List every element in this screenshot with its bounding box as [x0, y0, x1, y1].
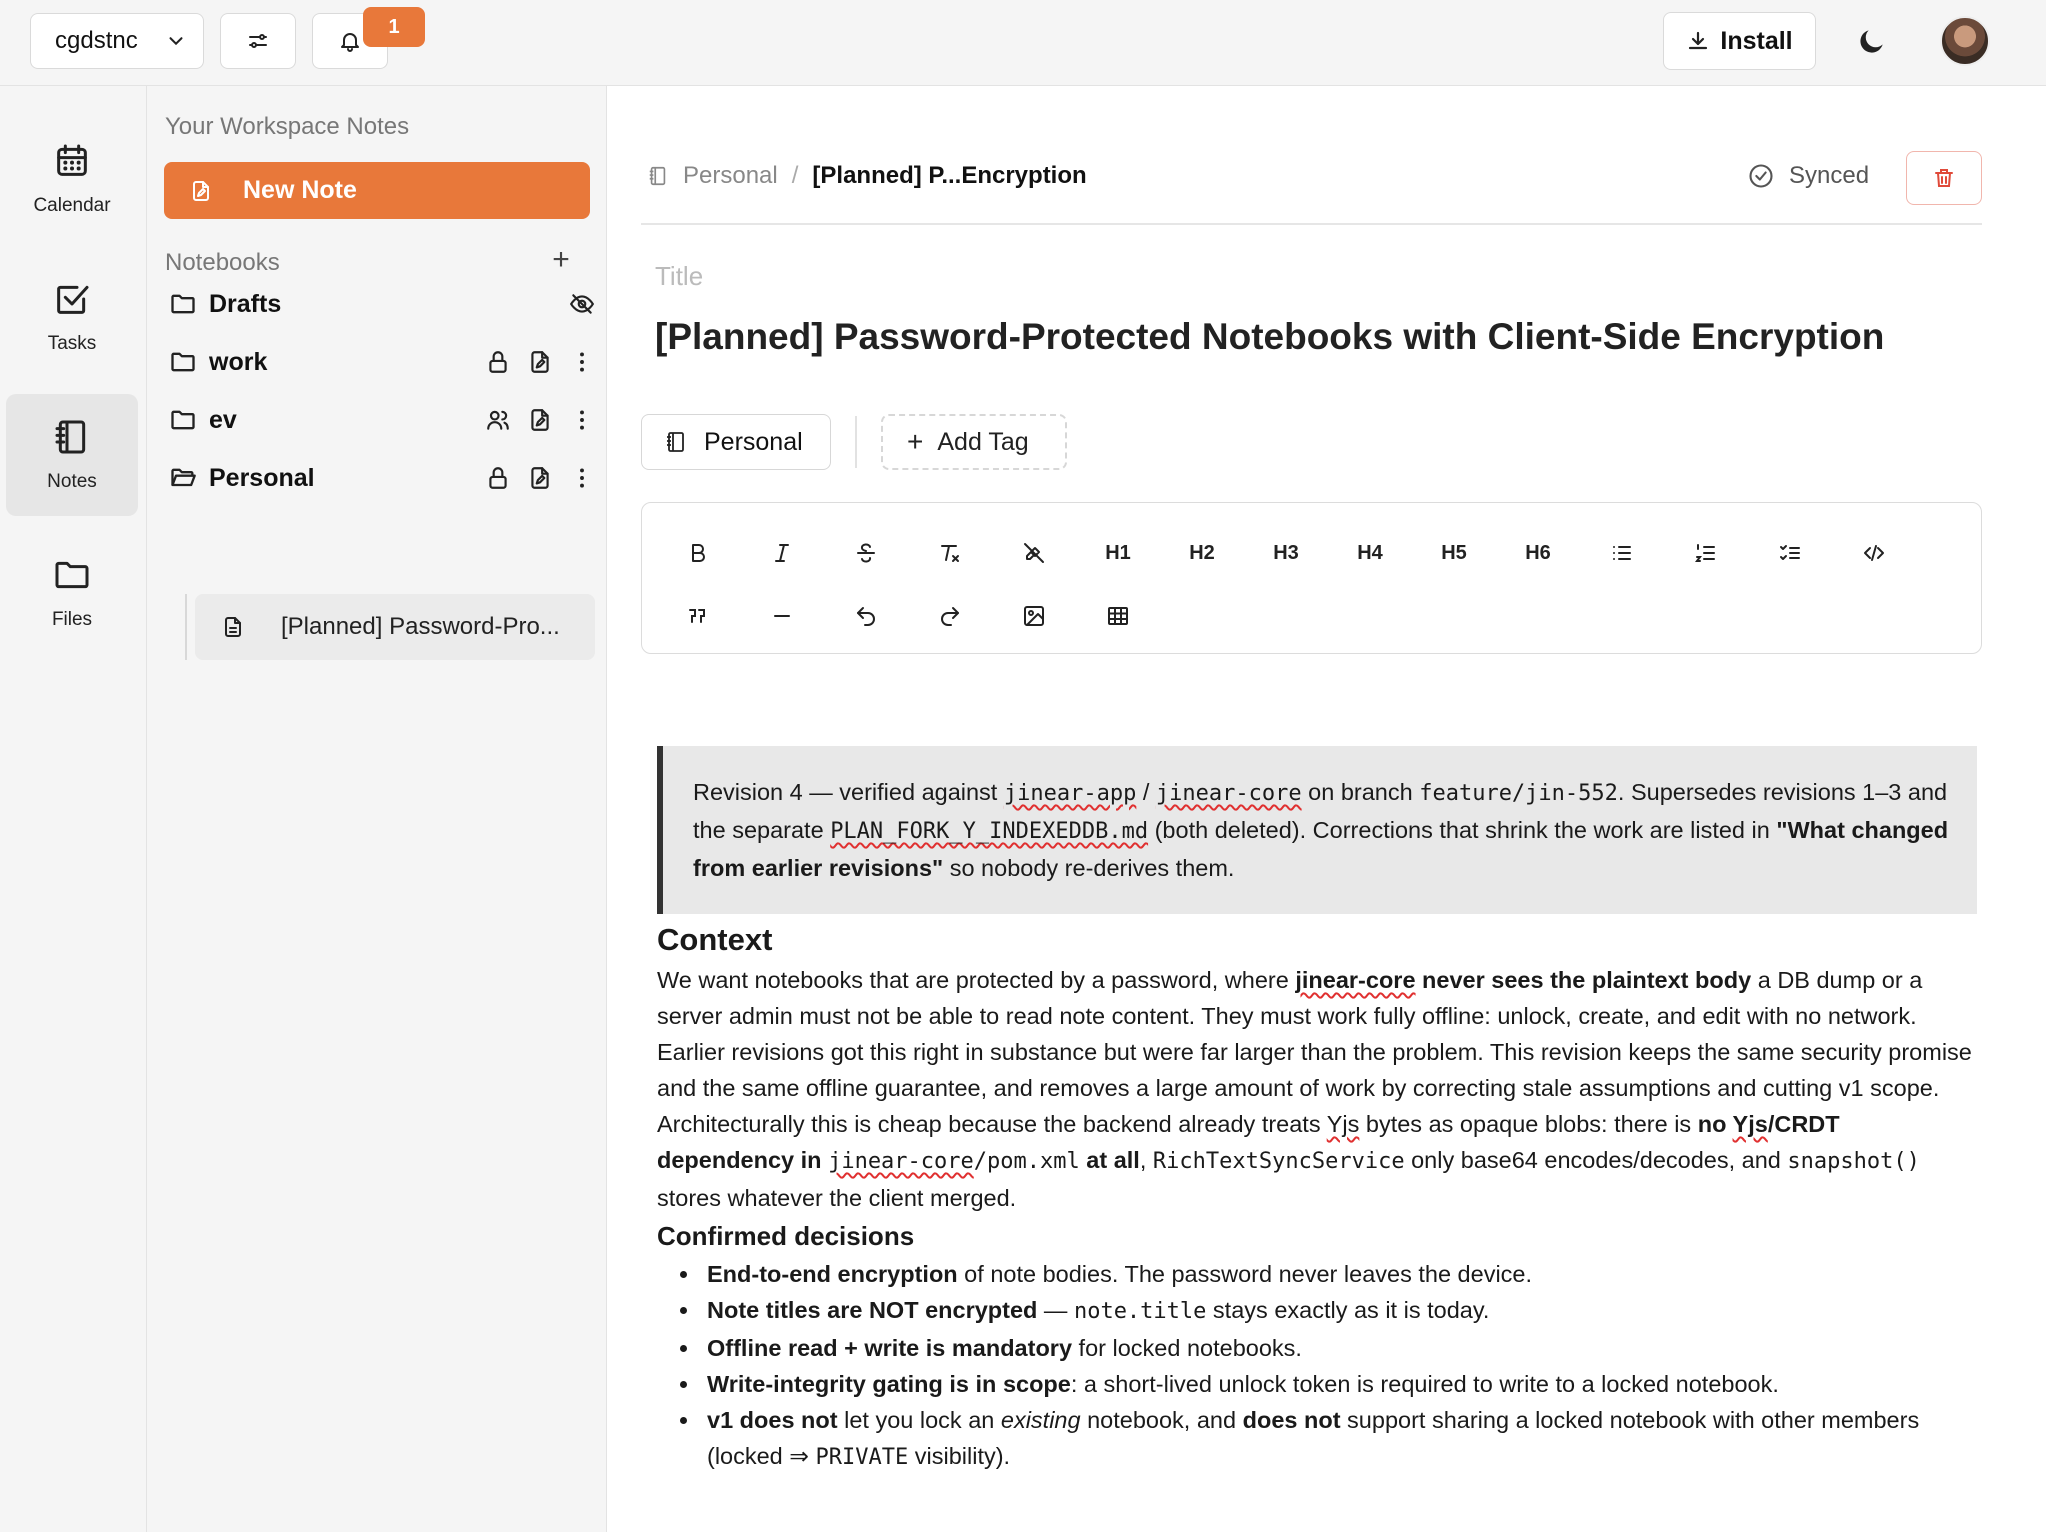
- folder-icon: [52, 555, 92, 595]
- heading-1-button[interactable]: H1: [1105, 541, 1131, 564]
- install-label: Install: [1720, 26, 1793, 55]
- user-avatar[interactable]: [1940, 16, 1990, 66]
- rail-item-calendar[interactable]: [6, 118, 138, 240]
- chevron-down-icon: [165, 30, 187, 52]
- download-icon: [1686, 29, 1710, 53]
- paragraph: Earlier revisions got this right in substance but were far larger than the problem. This revision keeps the same security promise and the same offline guarantee, and removes a large amount of work by correcting stale assumptions and cutting v1 scope.: [657, 1039, 1972, 1101]
- task-list-button[interactable]: [1770, 533, 1810, 573]
- top-bar: [0, 0, 2046, 86]
- italic-icon: [770, 541, 794, 565]
- workspace-name: cgdstnc: [55, 27, 138, 54]
- rail-item-tasks[interactable]: [6, 256, 138, 378]
- list-ordered-icon: [1694, 541, 1718, 565]
- folder-icon: [169, 348, 197, 376]
- note-editor: [607, 86, 2046, 1532]
- insert-table-button[interactable]: [1098, 596, 1138, 636]
- heading-2-button[interactable]: H2: [1189, 541, 1215, 564]
- revision-blockquote: Revision 4 — verified against jinear-app / jinear-core on branch feature/jin-552. Supersedes revisions 1–3 and the separate PLAN_FORK_Y_INDEXEDDB.md (both deleted). Corrections that shrink the work are listed in "What changed from earlier revisions" so nobody re-derives them.: [657, 746, 1977, 914]
- add-tag-button[interactable]: [881, 414, 1067, 470]
- table-icon: [1106, 604, 1130, 628]
- rail-item-notes[interactable]: [6, 394, 138, 516]
- notebook-name: Personal: [209, 463, 315, 492]
- list-icon: [1610, 541, 1634, 565]
- heading-confirmed-decisions: Confirmed decisions: [657, 1221, 915, 1251]
- decisions-list: [701, 1256, 1977, 1476]
- left-rail: [0, 86, 147, 1532]
- list-item: • v1 does not let you lock an existing notebook, and does not support sharing a locked notebook with other members (locked ⇒ PRIVATE visibility).: [701, 1402, 1977, 1476]
- eye-off-icon[interactable]: [569, 291, 595, 317]
- undo-button[interactable]: [846, 596, 886, 636]
- notebook-chip[interactable]: [641, 414, 831, 470]
- redo-icon: [938, 604, 962, 628]
- checkbox-icon: [52, 279, 92, 319]
- notebook-icon: [647, 165, 669, 187]
- list-item: • Write-integrity gating is in scope: a short-lived unlock token is required to write to a locked notebook.: [701, 1366, 1977, 1402]
- file-edit-icon[interactable]: [527, 349, 553, 375]
- new-note-button[interactable]: [164, 162, 590, 219]
- sync-status: [1747, 162, 1869, 190]
- code-icon: [1862, 541, 1886, 565]
- heading-context: Context: [657, 922, 773, 957]
- highlight-off-button[interactable]: [1014, 533, 1054, 573]
- folder-open-icon: [169, 464, 197, 492]
- horizontal-rule-button[interactable]: [762, 596, 802, 636]
- file-edit-icon[interactable]: [527, 407, 553, 433]
- rail-item-files[interactable]: [6, 532, 138, 654]
- notebook-row-drafts[interactable]: [159, 274, 595, 334]
- list-item: • Offline read + write is mandatory for locked notebooks.: [701, 1330, 1977, 1366]
- undo-icon: [854, 604, 878, 628]
- notebook-name: Drafts: [209, 289, 282, 318]
- new-note-label: New Note: [243, 176, 357, 204]
- italic-button[interactable]: [762, 533, 802, 573]
- notebook-icon: [664, 430, 688, 454]
- lock-icon[interactable]: [485, 349, 511, 375]
- redo-button[interactable]: [930, 596, 970, 636]
- add-tag-label: Add Tag: [937, 427, 1029, 456]
- folder-icon: [169, 290, 197, 318]
- chip-divider: [855, 416, 857, 468]
- users-icon[interactable]: [485, 407, 511, 433]
- rail-label-tasks: Tasks: [47, 333, 97, 354]
- list-item: • End-to-end encryption of note bodies. The password never leaves the device.: [701, 1256, 1977, 1292]
- notebook-row-personal[interactable]: [159, 448, 595, 508]
- moon-icon[interactable]: [1856, 25, 1888, 57]
- sync-status-label: Synced: [1789, 162, 1870, 189]
- formatting-toolbar: [641, 502, 1982, 654]
- notebook-name: work: [209, 347, 268, 376]
- blockquote-button[interactable]: [678, 596, 718, 636]
- notebook-row-ev[interactable]: [159, 390, 595, 450]
- notebook-icon: [52, 417, 92, 457]
- folder-icon: [169, 406, 197, 434]
- notebooks-label: Notebooks: [165, 249, 280, 276]
- more-vertical-icon[interactable]: [569, 465, 595, 491]
- rail-label-notes: Notes: [47, 471, 97, 492]
- bold-icon: [686, 541, 710, 565]
- file-text-icon: [221, 615, 245, 639]
- note-body[interactable]: [657, 746, 1977, 1476]
- bell-icon: [338, 29, 362, 53]
- notebook-row-work[interactable]: [159, 332, 595, 392]
- remove-format-icon: [938, 541, 962, 565]
- ordered-list-button[interactable]: [1686, 533, 1726, 573]
- bullet-list-button[interactable]: [1602, 533, 1642, 573]
- more-vertical-icon[interactable]: [569, 349, 595, 375]
- install-button[interactable]: [1663, 12, 1816, 70]
- strikethrough-button[interactable]: [846, 533, 886, 573]
- lock-icon[interactable]: [485, 465, 511, 491]
- image-icon: [1022, 604, 1046, 628]
- notification-count-badge: 1: [363, 7, 425, 47]
- sliders-icon: [246, 29, 270, 53]
- heading-6-button[interactable]: H6: [1525, 541, 1551, 564]
- quote-icon: [686, 604, 710, 628]
- rail-label-files: Files: [51, 609, 93, 630]
- note-item-title: [Planned] Password-Pro...: [281, 613, 560, 640]
- plus-icon: +: [907, 426, 924, 457]
- list-item: • Note titles are NOT encrypted — note.title stays exactly as it is today.: [701, 1292, 1977, 1330]
- heading-5-button[interactable]: H5: [1441, 541, 1467, 564]
- paragraph: Architecturally this is cheap because the backend already treats Yjs bytes as opaque blobs: there is no Yjs/CRDT dependency in jinear-core/pom.xml at all, RichTextSyncService only base64 encodes/decodes, and snapshot() stores whatever the client merged.: [657, 1111, 1920, 1211]
- title-field-label: Title: [655, 261, 704, 291]
- minus-icon: [770, 604, 794, 628]
- calendar-icon: [52, 141, 92, 181]
- code-block-button[interactable]: [1854, 533, 1894, 573]
- breadcrumb: [647, 162, 1087, 190]
- notebooks-panel: [147, 86, 607, 1532]
- tree-line: [185, 594, 187, 660]
- note-item[interactable]: [195, 594, 595, 660]
- highlighter-off-icon: [1022, 541, 1046, 565]
- notebook-name: ev: [209, 405, 237, 434]
- panel-heading: Your Workspace Notes: [165, 113, 410, 140]
- header-divider: [641, 223, 1982, 225]
- list-checks-icon: [1778, 541, 1802, 565]
- strikethrough-icon: [854, 541, 878, 565]
- note-title-input[interactable]: [Planned] Password-Protected Notebooks with Client-Side Encryption: [655, 316, 1885, 357]
- insert-image-button[interactable]: [1014, 596, 1054, 636]
- delete-note-button[interactable]: [1906, 151, 1982, 205]
- filter-button[interactable]: [220, 13, 296, 69]
- check-circle-icon: [1747, 162, 1775, 190]
- file-edit-icon: [189, 179, 213, 203]
- notebook-chip-label: Personal: [704, 427, 803, 456]
- bold-button[interactable]: [678, 533, 718, 573]
- paragraph: We want notebooks that are protected by a password, where jinear-core never sees the plaintext body a DB dump or a server admin must not be able to read note content. They must work fully offline: unlock, create, and edit with no network.: [657, 967, 1923, 1029]
- workspace-select[interactable]: [30, 13, 204, 69]
- more-vertical-icon[interactable]: [569, 407, 595, 433]
- add-notebook-button[interactable]: +: [552, 243, 570, 276]
- heading-4-button[interactable]: H4: [1357, 541, 1383, 564]
- breadcrumb-separator: /: [791, 162, 799, 189]
- trash-icon: [1932, 166, 1956, 190]
- rail-label-calendar: Calendar: [33, 195, 111, 216]
- breadcrumb-note: [Planned] P...Encryption: [812, 162, 1087, 189]
- file-edit-icon[interactable]: [527, 465, 553, 491]
- heading-3-button[interactable]: H3: [1273, 541, 1299, 564]
- clear-format-button[interactable]: [930, 533, 970, 573]
- breadcrumb-notebook[interactable]: Personal: [683, 162, 778, 189]
